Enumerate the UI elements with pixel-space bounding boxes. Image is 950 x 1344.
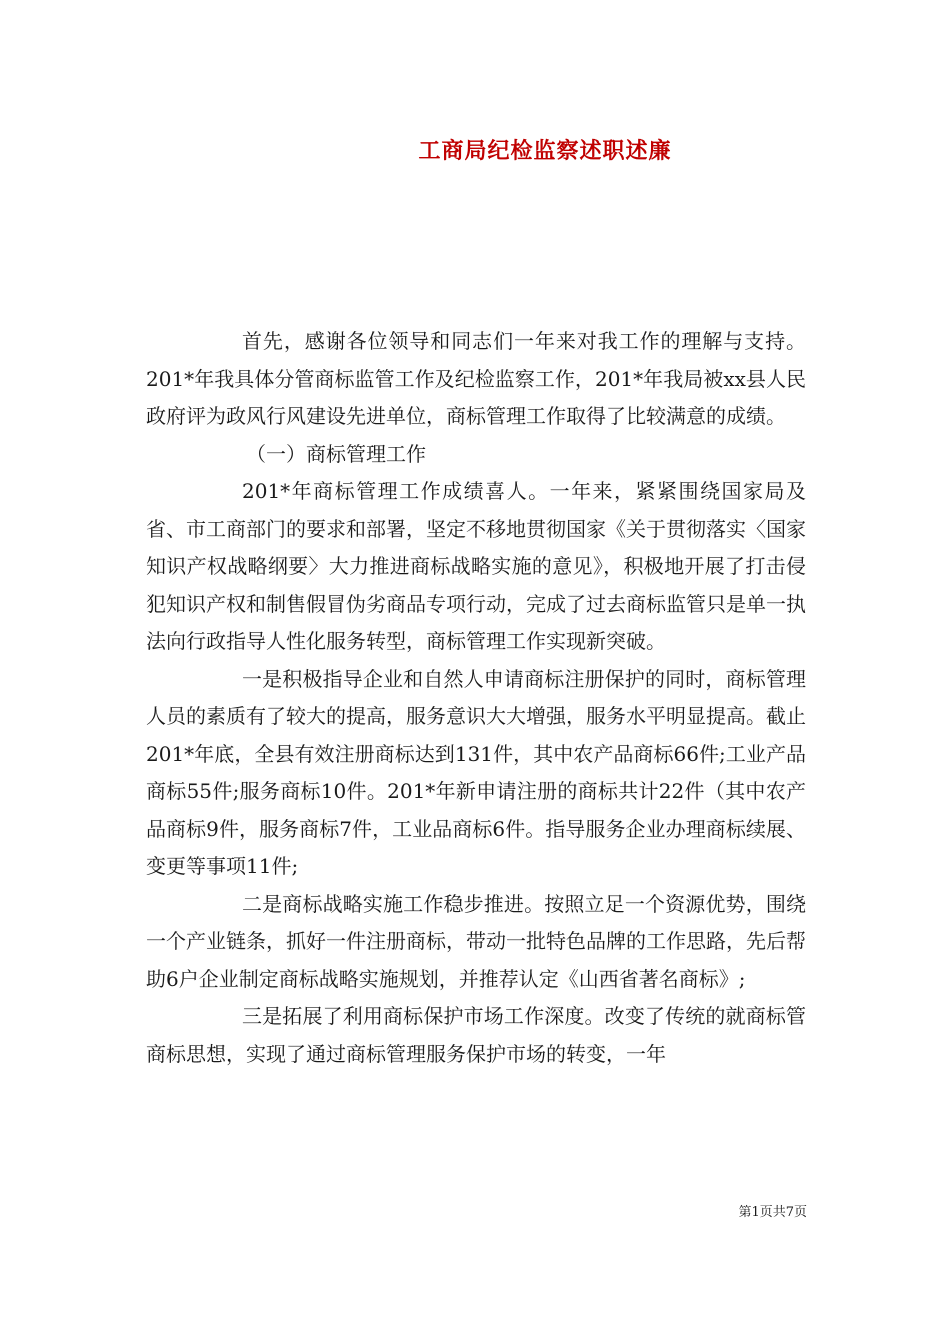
- paragraph-point-two: 二是商标战略实施工作稳步推进。按照立足一个资源优势，围绕一个产业链条，抓好一件注册商标，带动一批特色品牌的工作思路，先后帮助6户企业制定商标战略实施规划，并推荐认定《山西省著名商标》;: [146, 891, 806, 991]
- document-body: [146, 323, 806, 1073]
- paragraph-overview: 201*年商标管理工作成绩喜人。一年来，紧紧围绕国家局及省、市工商部门的要求和部署，坚定不移地贯彻国家《关于贯彻落实〈国家知识产权战略纲要〉大力推进商标战略实施的意见》，积极地开展了打击侵犯知识产权和制售假冒伪劣商品专项行动，完成了过去商标监管只是单一执法向行政指导人性化服务转型，商标管理工作实现新突破。: [146, 479, 806, 653]
- paragraph-intro: 首先，感谢各位领导和同志们一年来对我工作的理解与支持。201*年我具体分管商标监管工作及纪检监察工作，201*年我局被xx县人民政府评为政风行风建设先进单位，商标管理工作取得了比较满意的成绩。: [146, 329, 806, 428]
- page-number: 第1页共7页: [738, 1205, 807, 1220]
- paragraph-point-one: 一是积极指导企业和自然人申请商标注册保护的同时，商标管理人员的素质有了较大的提高，服务意识大大增强，服务水平明显提高。截止201*年底，全县有效注册商标达到131件，其中农产品商标66件;工业产品商标55件;服务商标10件。201*年新申请注册的商标共计22件（其中农产品商标9件，服务商标7件，工业品商标6件。指导服务企业办理商标续展、变更等事项11件;: [146, 666, 806, 878]
- paragraph-point-three: 三是拓展了利用商标保护市场工作深度。改变了传统的就商标管商标思想，实现了通过商标管理服务保护市场的转变，一年: [146, 1004, 806, 1066]
- document-title: 工商局纪检监察述职述廉: [418, 138, 672, 164]
- section-heading: （一）商标管理工作: [246, 441, 426, 466]
